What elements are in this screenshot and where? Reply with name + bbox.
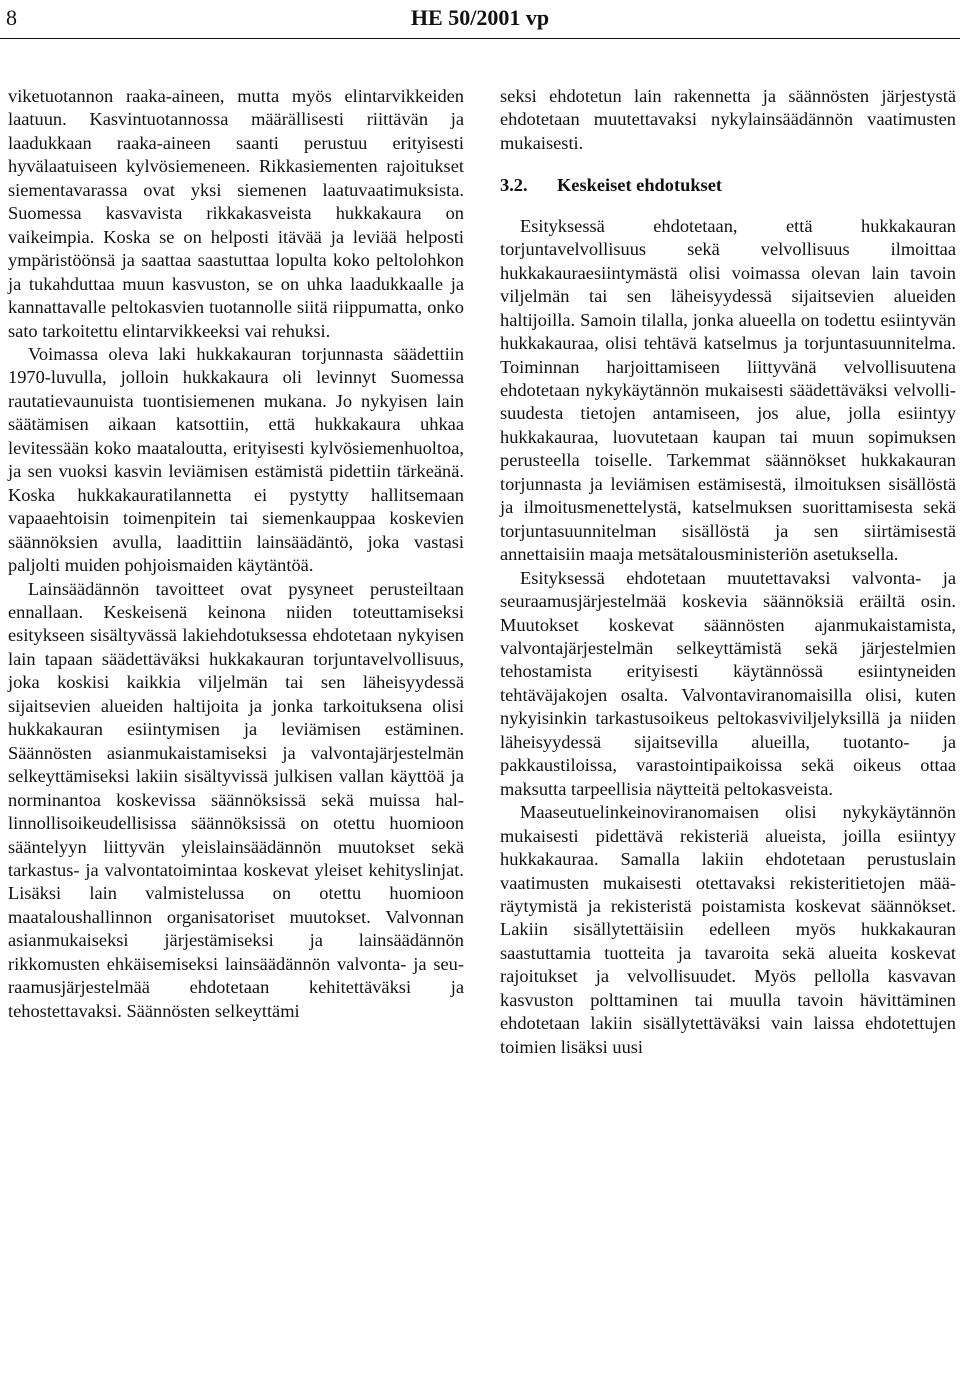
left-column	[8, 85, 464, 1023]
page-number: 8	[6, 5, 17, 30]
page-header	[0, 0, 960, 40]
document-id: HE 50/2001 vp	[410, 5, 550, 30]
section-number: 3.2.	[500, 175, 528, 196]
left-paragraph-2: Voimassa oleva laki hukkakauran torjunnasta säädettiin 1970-luvulla, jolloin hukkakaura oli levinnyt Suomessa rautatievaunuista tuontisiemenen mukana. Jo nykyisen lain säätämisen aikaan katsottiin, että hukkakaura uhkaa levitessään koko maataloutta, erityisesti kylvösiemenhuoltoa, ja sen vuoksi kasvin leviämisen estämistä pidettiin tärkeänä. Koska hukkakauratilannetta ei pystytty hallitsemaan vapaaehtoisin toimenpitein tai siemenkauppaa koskevien säännöksien avulla, laadittiin lainsäädäntö, joka vastasi paljolti muiden pohjoismaiden käytäntöä.	[8, 343, 464, 576]
right-intro-paragraph: seksi ehdotetun lain rakennetta ja säännösten järjestystä ehdotetaan muutettavaksi nykylainsäädännön vaatimusten mukaisesti.	[500, 86, 956, 153]
left-paragraph-3: Lainsäädännön tavoitteet ovat pysyneet perusteiltaan ennallaan. Keskeisenä keinona niiden toteuttamiseksi esitykseen sisältyvässä lakiehdotuksessa ehdotetaan nykyisen lain tapaan säädettäväksi hukkakauran torjuntavelvollisuus, joka koskisi kaikkia viljelmän tai sen läheisyydessä sijaitsevien alueiden haltijoita ja jonka tarkoituksena olisi hukkakauran esiintymisen ja leviämisen estäminen. Säännösten asianmukaistamiseksi ja valvontajärjestelmän selkeyttämiseksi lakiin sisältyvissä julkisen vallan käyttöä ja norminantoa koskevissa säännöksissä sekä muissa hallinnollisoikeudellisissa säännöksissä on otettu huomioon sääntelyyn liittyvän yleislainsäädännön muutokset sekä tarkastus- ja valvontatoimintaa koskevat yleiset kehityslinjat. Lisäksi lain valmistelussa on otettu huomioon maataloushallinnon organisatoriset muutokset. Valvonnan asianmukaiseksi järjestämiseksi ja lainsäädännön rikkomusten ehkäisemiseksi lainsäädännön valvonta- ja seuraamusjärjestelmää ehdotetaan kehitettäväksi ja tehostettavaksi. Säännösten selkeyttämi	[8, 578, 464, 1021]
right-paragraph-3: Maaseutuelinkeinoviranomaisen olisi nykykäytännön mukaisesti pidettävä rekisteriä alueista, joilla esiintyy hukkakauraa. Samalla lakiin ehdotetaan perustuslain vaatimusten mukaisesti otettavaksi rekisteritietojen määräytymistä ja rekisteristä poistamista koskevat säännökset. Lakiin sisällytettäisiin edelleen myös hukkakauran saastuttamia tuotteita ja tavaroita sekä alueita koskevat rajoitukset ja velvollisuudet. Myös pellolla kasvavan kasvuston polttaminen tai muulla tavoin hävittäminen ehdotetaan lakiin sisällytettäväksi vain laissa ehdotettujen toimien lisäksi uusi	[500, 802, 956, 1057]
section-title: Keskeiset ehdotukset	[557, 175, 723, 196]
right-column	[500, 85, 956, 1059]
section-heading	[500, 174, 956, 197]
left-paragraph-1: viketuotannon raaka-aineen, mutta myös elintarvikkeiden laatuun. Kasvintuotannossa määrällisesti riittävän ja laadukkaan raaka-aineen saanti perustuu erityisesti hyvälaatuiseen kylvösiemeneen. Rikkasiementen rajoitukset siementavarassa ovat yksi siemenen laatuvaatimuksista. Suomessa kasvavista rikkakasveista hukkakaura on vaikeimpia. Koska se on helposti itävää ja leviää helposti ympäristöönsä ja saattaa saastuttaa lopulta koko peltolohkon ja tukahduttaa muun kasvuston, se on uhka laadukkaalle ja kannattavalle peltokasvien tuotannolle siitä riippumatta, onko sato tarkoitettu elintarvikkeeksi vai rehuksi.	[8, 86, 464, 341]
right-paragraph-1: Esityksessä ehdotetaan, että hukkakauran torjuntavelvollisuus sekä velvollisuus ilmoittaa hukkakauraesiintymästä olisi voimassa olevan lain tavoin viljelmän tai sen läheisyydessä sijaitsevien alueiden haltijoilla. Samoin tilalla, jonka alueella on todettu esiintyvän hukkakauraa, olisi tehtävä katselmus ja torjuntasuunnitelma. Toiminnan harjoittamiseen liittyvänä velvollisuutena ehdotetaan nykykäytännön mukaisesti säädettäväksi velvollisuudesta tietojen antamiseen, jos alue, jolla esiintyy hukkakauraa, luovutetaan kaupan tai muun sopimuksen perusteella toiselle. Tarkemmat säännökset hukkakauran torjunnasta ja leviämisen estämisestä, ilmoituksen sisällöstä ja ilmoitusmenettelystä, katselmuksen suorittamisesta sekä torjuntasuunnitelman sisällöstä ja sen siirtämisestä annettaisiin maaja metsätalousministeriön asetuksella.	[500, 215, 956, 565]
right-paragraph-2: Esityksessä ehdotetaan muutettavaksi valvonta- ja seuraamusjärjestelmää koskevia säännöksiä eräiltä osin. Muutokset koskevat säännösten ajanmukaistamista, valvontajärjestelmän selkeyttämistä sekä järjestelmien tehostamista erityisesti käytännössä esiintyneiden tehtäväjakojen osalta. Valvontaviranomaisilla olisi, kuten nykyisinkin tarkastusoikeus peltokasviviljelyksillä ja niiden läheisyydessä sijaitsevilla alueilla, tuotanto- ja pakkaustiloissa, varastointipaikoissa sekä oikeus ottaa maksutta tarpeellisia näytteitä peltokasveista.	[500, 567, 956, 799]
header-rule	[0, 38, 960, 39]
